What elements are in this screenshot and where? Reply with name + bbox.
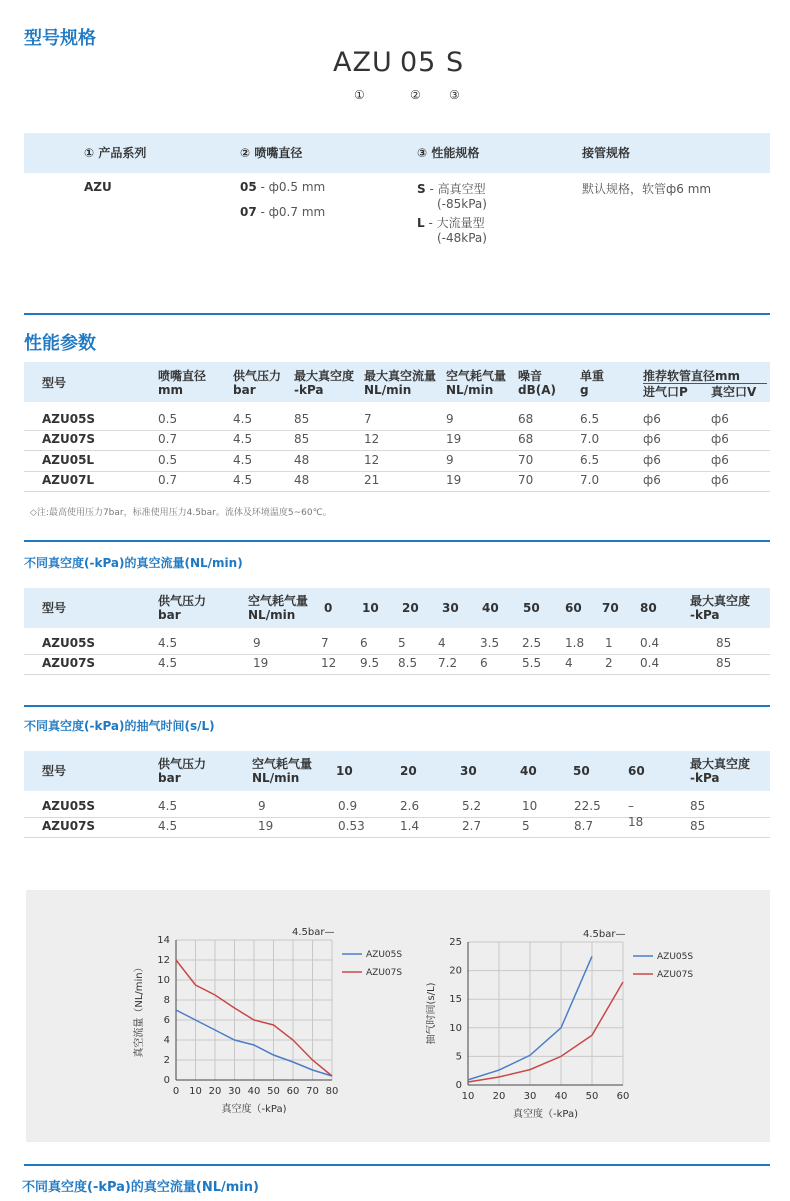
evac-header-cell bbox=[690, 757, 750, 785]
header-line: 最大真空流量 bbox=[364, 369, 437, 383]
row-divider bbox=[24, 674, 770, 675]
spec-perf-option bbox=[417, 214, 485, 231]
perf-value-cell: 19 bbox=[446, 473, 462, 487]
y-tick-label: 2 bbox=[163, 1055, 170, 1066]
header-line: 70 bbox=[602, 601, 619, 615]
perf-value-cell: 85 bbox=[294, 432, 310, 446]
header-line: NL/min bbox=[248, 608, 296, 622]
marker-2: ② bbox=[410, 88, 421, 102]
flow-value-cell: 85 bbox=[716, 656, 732, 670]
evac-value-cell: 18 bbox=[628, 815, 644, 829]
perf-value-cell: 7.0 bbox=[580, 432, 600, 446]
flow-value-cell: 0.4 bbox=[640, 636, 660, 650]
spec-header-nozzle: ② 喷嘴直径 bbox=[240, 146, 303, 160]
header-line: 最大真空度 bbox=[690, 594, 751, 608]
perf-value-cell: ф6 bbox=[643, 432, 661, 446]
perf-header-vacuum bbox=[294, 369, 354, 397]
header-line: 80 bbox=[640, 601, 657, 615]
flow-value-cell: 6 bbox=[360, 636, 368, 650]
perf-value-cell: 85 bbox=[294, 412, 310, 426]
marker-3: ③ bbox=[449, 88, 460, 102]
header-unit: bar bbox=[233, 383, 256, 397]
header-line: 供气压力 bbox=[158, 757, 207, 771]
row-divider bbox=[24, 817, 770, 818]
y-tick-label: 25 bbox=[449, 937, 462, 948]
header-line: 30 bbox=[442, 601, 459, 615]
header-unit: -kPa bbox=[294, 383, 324, 397]
header-line: bar bbox=[158, 771, 181, 785]
spec-header-series: ① 产品系列 bbox=[84, 146, 147, 160]
section-title-performance: 性能参数 bbox=[24, 333, 96, 354]
perf-footnote: ◇注:最高使用压力7bar，标准使用压力4.5bar。流体及环境温度5~60℃。 bbox=[30, 508, 332, 518]
row-divider bbox=[24, 430, 770, 431]
flow-value-cell: 1 bbox=[605, 636, 613, 650]
x-tick-label: 60 bbox=[286, 1086, 300, 1097]
y-axis-label: 真空流量（NL/min） bbox=[134, 962, 145, 1058]
header-unit: dB(A) bbox=[518, 383, 556, 397]
x-tick-label: 40 bbox=[247, 1086, 261, 1097]
flow-value-cell: 5.5 bbox=[522, 656, 542, 670]
perf-header-model: 型号 bbox=[42, 376, 67, 390]
flow-value-cell: 9 bbox=[253, 636, 261, 650]
x-tick-label: 30 bbox=[228, 1086, 241, 1097]
header-line: 50 bbox=[573, 764, 590, 778]
y-tick-label: 5 bbox=[455, 1051, 462, 1063]
perf-value-cell: ф6 bbox=[711, 473, 729, 487]
perf-value-cell: 7 bbox=[364, 412, 372, 426]
header-line: 空气耗气量 bbox=[248, 594, 309, 608]
flow-header-cell bbox=[640, 601, 657, 615]
x-tick-label: 0 bbox=[172, 1086, 180, 1097]
evac-value-cell: 0.9 bbox=[338, 799, 358, 813]
model-code-series: AZU bbox=[333, 47, 393, 78]
header-line: 20 bbox=[402, 601, 419, 615]
header-line: 最大真空度 bbox=[294, 369, 355, 383]
perf-code: S bbox=[417, 182, 426, 196]
flow-value-cell: 6 bbox=[480, 656, 488, 670]
spec-perf-option bbox=[417, 180, 486, 197]
marker-1: ① bbox=[354, 88, 365, 102]
evacuation-time-chart bbox=[426, 920, 726, 1130]
y-tick-label: 12 bbox=[157, 955, 170, 966]
perf-value-cell: 0.7 bbox=[158, 473, 178, 487]
evac-value-cell: 19 bbox=[258, 819, 274, 833]
flow-value-cell: 85 bbox=[716, 636, 732, 650]
evac-model-cell: AZU05S bbox=[42, 799, 96, 813]
legend-label: AZU05S bbox=[366, 950, 403, 960]
header-line: 空气耗气量 bbox=[252, 757, 313, 771]
flow-value-cell: 2 bbox=[605, 656, 613, 670]
header-unit: NL/min bbox=[446, 383, 494, 397]
perf-value-cell: 70 bbox=[518, 473, 534, 487]
evac-header-cell bbox=[158, 757, 206, 785]
perf-value-cell: ф6 bbox=[711, 412, 729, 426]
model-code-perf: S bbox=[446, 47, 465, 78]
perf-header-tube-p: 进气口P bbox=[643, 385, 688, 399]
spec-series-value: AZU bbox=[84, 180, 112, 194]
perf-header-consumption bbox=[446, 369, 506, 397]
header-line: 最大真空度 bbox=[690, 757, 751, 771]
header-line: 供气压力 bbox=[233, 369, 282, 383]
section-divider bbox=[24, 1164, 770, 1166]
flow-value-cell: 0.4 bbox=[640, 656, 660, 670]
flow-header-cell bbox=[442, 601, 459, 615]
evac-header-cell bbox=[460, 764, 477, 778]
perf-code: L bbox=[417, 216, 425, 230]
flow-model-cell: AZU07S bbox=[42, 656, 96, 670]
evac-value-cell: 2.7 bbox=[462, 819, 482, 833]
perf-desc: - 高真空型 bbox=[425, 182, 486, 196]
section-divider bbox=[24, 705, 770, 707]
header-line: 10 bbox=[336, 764, 353, 778]
section-title-footer: 不同真空度(-kPa)的真空流量(NL/min) bbox=[22, 1180, 259, 1195]
flow-header-cell bbox=[602, 601, 619, 615]
evac-value-cell: 8.7 bbox=[574, 819, 594, 833]
evac-header-cell bbox=[252, 757, 312, 785]
evac-value-cell: 85 bbox=[690, 819, 706, 833]
x-tick-label: 50 bbox=[585, 1091, 599, 1102]
row-divider bbox=[24, 654, 770, 655]
section-divider bbox=[24, 540, 770, 542]
header-unit: g bbox=[580, 383, 589, 397]
perf-header-nozzle bbox=[158, 369, 206, 397]
perf-model-cell: AZU05S bbox=[42, 412, 96, 426]
x-tick-label: 20 bbox=[492, 1091, 506, 1102]
section-divider bbox=[24, 313, 770, 315]
flow-value-cell: 7 bbox=[321, 636, 329, 650]
perf-header-supply bbox=[233, 369, 281, 397]
evac-model-cell: AZU07S bbox=[42, 819, 96, 833]
perf-value-cell: ф6 bbox=[643, 453, 661, 467]
perf-model-cell: AZU07S bbox=[42, 432, 96, 446]
perf-model-cell: AZU07L bbox=[42, 473, 95, 487]
nozzle-code: 07 bbox=[240, 205, 257, 219]
perf-value-cell: 4.5 bbox=[233, 473, 253, 487]
perf-value-cell: 48 bbox=[294, 453, 310, 467]
nozzle-code: 05 bbox=[240, 180, 257, 194]
header-line: 空气耗气量 bbox=[446, 369, 507, 383]
header-line: 型号 bbox=[42, 601, 67, 615]
x-tick-label: 40 bbox=[554, 1091, 568, 1102]
x-axis-label: 真空度（-kPa) bbox=[221, 1104, 287, 1115]
perf-value-cell: 6.5 bbox=[580, 453, 600, 467]
x-tick-label: 50 bbox=[267, 1086, 280, 1097]
spec-perf-sub: (-85kPa) bbox=[437, 197, 487, 211]
perf-value-cell: ф6 bbox=[711, 453, 729, 467]
evac-header-band bbox=[24, 751, 770, 791]
x-tick-label: 20 bbox=[208, 1086, 222, 1097]
row-divider bbox=[24, 471, 770, 472]
model-code-nozzle: 05 bbox=[400, 47, 437, 78]
x-tick-label: 60 bbox=[616, 1091, 630, 1102]
legend-label: AZU05S bbox=[657, 952, 694, 962]
flow-value-cell: 9.5 bbox=[360, 656, 380, 670]
spec-header-tube: 接管规格 bbox=[582, 146, 631, 160]
x-tick-label: 30 bbox=[523, 1091, 537, 1102]
spec-perf-sub: (-48kPa) bbox=[437, 231, 487, 245]
header-line: 20 bbox=[400, 764, 417, 778]
header-line: 30 bbox=[460, 764, 477, 778]
nozzle-desc: - ф0.5 mm bbox=[256, 180, 326, 194]
perf-value-cell: ф6 bbox=[643, 473, 661, 487]
flow-header-cell bbox=[482, 601, 499, 615]
evac-value-cell: 5.2 bbox=[462, 799, 482, 813]
perf-value-cell: 70 bbox=[518, 453, 534, 467]
row-divider bbox=[24, 837, 770, 838]
evac-value-cell: 1.4 bbox=[400, 819, 420, 833]
perf-value-cell: 0.5 bbox=[158, 412, 178, 426]
evac-value-cell: – bbox=[628, 799, 634, 813]
header-line: 40 bbox=[482, 601, 499, 615]
perf-header-weight bbox=[580, 369, 604, 397]
flow-header-cell bbox=[158, 594, 206, 622]
section-title-model-spec: 型号规格 bbox=[24, 28, 96, 49]
evac-value-cell: 0.53 bbox=[338, 819, 365, 833]
y-tick-label: 0 bbox=[163, 1075, 170, 1086]
perf-value-cell: 4.5 bbox=[233, 432, 253, 446]
perf-value-cell: ф6 bbox=[711, 432, 729, 446]
legend-label: AZU07S bbox=[366, 968, 403, 978]
flow-value-cell: 5 bbox=[398, 636, 406, 650]
flow-header-cell bbox=[402, 601, 419, 615]
flow-header-cell bbox=[523, 601, 540, 615]
y-tick-label: 10 bbox=[449, 1022, 462, 1034]
evac-value-cell: 85 bbox=[690, 799, 706, 813]
section-title-evacuation-time: 不同真空度(-kPa)的抽气时间(s/L) bbox=[24, 719, 215, 733]
perf-value-cell: 12 bbox=[364, 432, 380, 446]
flow-header-cell bbox=[362, 601, 379, 615]
evac-value-cell: 2.6 bbox=[400, 799, 420, 813]
evac-value-cell: 4.5 bbox=[158, 799, 178, 813]
flow-header-cell bbox=[42, 601, 66, 615]
evac-header-cell bbox=[400, 764, 417, 778]
chart-title: 4.5bar— bbox=[292, 927, 335, 938]
chart-title: 4.5bar— bbox=[583, 929, 626, 940]
header-line: 喷嘴直径 bbox=[158, 369, 207, 383]
x-tick-label: 10 bbox=[189, 1086, 202, 1097]
row-divider bbox=[24, 450, 770, 451]
perf-value-cell: 0.5 bbox=[158, 453, 178, 467]
evac-header-cell bbox=[520, 764, 537, 778]
evac-value-cell: 9 bbox=[258, 799, 266, 813]
flow-value-cell: 4.5 bbox=[158, 636, 178, 650]
flow-value-cell: 3.5 bbox=[480, 636, 500, 650]
header-line: 供气压力 bbox=[158, 594, 207, 608]
flow-value-cell: 2.5 bbox=[522, 636, 542, 650]
header-line: 60 bbox=[628, 764, 645, 778]
header-line: 40 bbox=[520, 764, 537, 778]
perf-value-cell: 21 bbox=[364, 473, 380, 487]
flow-header-band bbox=[24, 588, 770, 628]
x-tick-label: 70 bbox=[306, 1086, 319, 1097]
tube-header-underline bbox=[643, 383, 767, 384]
evac-header-cell bbox=[573, 764, 590, 778]
header-line: -kPa bbox=[690, 608, 720, 622]
spec-tube-value: 默认规格，软管ф6 mm bbox=[582, 182, 712, 196]
y-tick-label: 15 bbox=[449, 994, 462, 1006]
y-tick-label: 8 bbox=[163, 995, 170, 1006]
flow-value-cell: 7.2 bbox=[438, 656, 458, 670]
header-line: 60 bbox=[565, 601, 582, 615]
y-tick-label: 4 bbox=[163, 1035, 170, 1046]
perf-desc: - 大流量型 bbox=[424, 216, 485, 230]
flow-value-cell: 1.8 bbox=[565, 636, 585, 650]
header-line: bar bbox=[158, 608, 181, 622]
evac-value-cell: 4.5 bbox=[158, 819, 178, 833]
x-tick-label: 10 bbox=[461, 1091, 475, 1102]
header-line: 10 bbox=[362, 601, 379, 615]
y-tick-label: 6 bbox=[163, 1015, 170, 1026]
perf-value-cell: 19 bbox=[446, 432, 462, 446]
evac-value-cell: 10 bbox=[522, 799, 538, 813]
perf-model-cell: AZU05L bbox=[42, 453, 95, 467]
perf-value-cell: 7.0 bbox=[580, 473, 600, 487]
header-line: NL/min bbox=[252, 771, 300, 785]
evac-header-cell bbox=[628, 764, 645, 778]
header-unit: mm bbox=[158, 383, 184, 397]
header-line: 单重 bbox=[580, 369, 605, 383]
flow-value-cell: 12 bbox=[321, 656, 337, 670]
perf-value-cell: 6.5 bbox=[580, 412, 600, 426]
perf-value-cell: 12 bbox=[364, 453, 380, 467]
row-divider bbox=[24, 491, 770, 492]
evac-header-cell bbox=[336, 764, 353, 778]
perf-value-cell: ф6 bbox=[643, 412, 661, 426]
legend-label: AZU07S bbox=[657, 970, 694, 980]
y-tick-label: 0 bbox=[455, 1080, 462, 1091]
perf-value-cell: 68 bbox=[518, 412, 534, 426]
flow-value-cell: 19 bbox=[253, 656, 269, 670]
flow-header-cell bbox=[248, 594, 308, 622]
flow-value-cell: 4 bbox=[565, 656, 573, 670]
perf-value-cell: 48 bbox=[294, 473, 310, 487]
header-line: 50 bbox=[523, 601, 540, 615]
perf-header-tube-v: 真空口V bbox=[711, 385, 757, 399]
x-tick-label: 80 bbox=[325, 1086, 339, 1097]
header-line: 噪音 bbox=[518, 369, 543, 383]
header-line: 型号 bbox=[42, 764, 67, 778]
y-axis-label: 抽气时间(s/L) bbox=[426, 982, 437, 1045]
perf-header-tube: 推荐软管直径mm bbox=[643, 369, 741, 383]
perf-value-cell: 9 bbox=[446, 453, 454, 467]
flow-header-cell bbox=[565, 601, 582, 615]
perf-value-cell: 4.5 bbox=[233, 453, 253, 467]
perf-value-cell: 68 bbox=[518, 432, 534, 446]
y-tick-label: 14 bbox=[157, 935, 170, 946]
spec-nozzle-option bbox=[240, 180, 325, 194]
header-unit: NL/min bbox=[364, 383, 412, 397]
perf-header-noise bbox=[518, 369, 556, 397]
y-tick-label: 20 bbox=[449, 965, 462, 977]
perf-header-flow bbox=[364, 369, 436, 397]
flow-value-cell: 8.5 bbox=[398, 656, 418, 670]
flow-value-cell: 4 bbox=[438, 636, 446, 650]
section-title-vacuum-flow: 不同真空度(-kPa)的真空流量(NL/min) bbox=[24, 556, 243, 570]
flow-model-cell: AZU05S bbox=[42, 636, 96, 650]
x-axis-label: 真空度（-kPa) bbox=[512, 1109, 579, 1120]
nozzle-desc: - ф0.7 mm bbox=[256, 205, 326, 219]
evac-header-cell bbox=[42, 764, 66, 778]
flow-header-cell bbox=[690, 594, 750, 622]
flow-header-cell bbox=[324, 601, 332, 615]
flow-value-cell: 4.5 bbox=[158, 656, 178, 670]
perf-value-cell: 0.7 bbox=[158, 432, 178, 446]
y-tick-label: 10 bbox=[157, 975, 170, 986]
header-line: 0 bbox=[324, 601, 333, 615]
vacuum-flow-chart bbox=[126, 920, 426, 1130]
series-line-AZU07S bbox=[468, 982, 623, 1082]
evac-value-cell: 5 bbox=[522, 819, 530, 833]
spec-header-perf: ③ 性能规格 bbox=[417, 146, 480, 160]
perf-value-cell: 9 bbox=[446, 412, 454, 426]
evac-value-cell: 22.5 bbox=[574, 799, 601, 813]
header-line: -kPa bbox=[690, 771, 720, 785]
perf-value-cell: 4.5 bbox=[233, 412, 253, 426]
spec-nozzle-option bbox=[240, 205, 325, 219]
